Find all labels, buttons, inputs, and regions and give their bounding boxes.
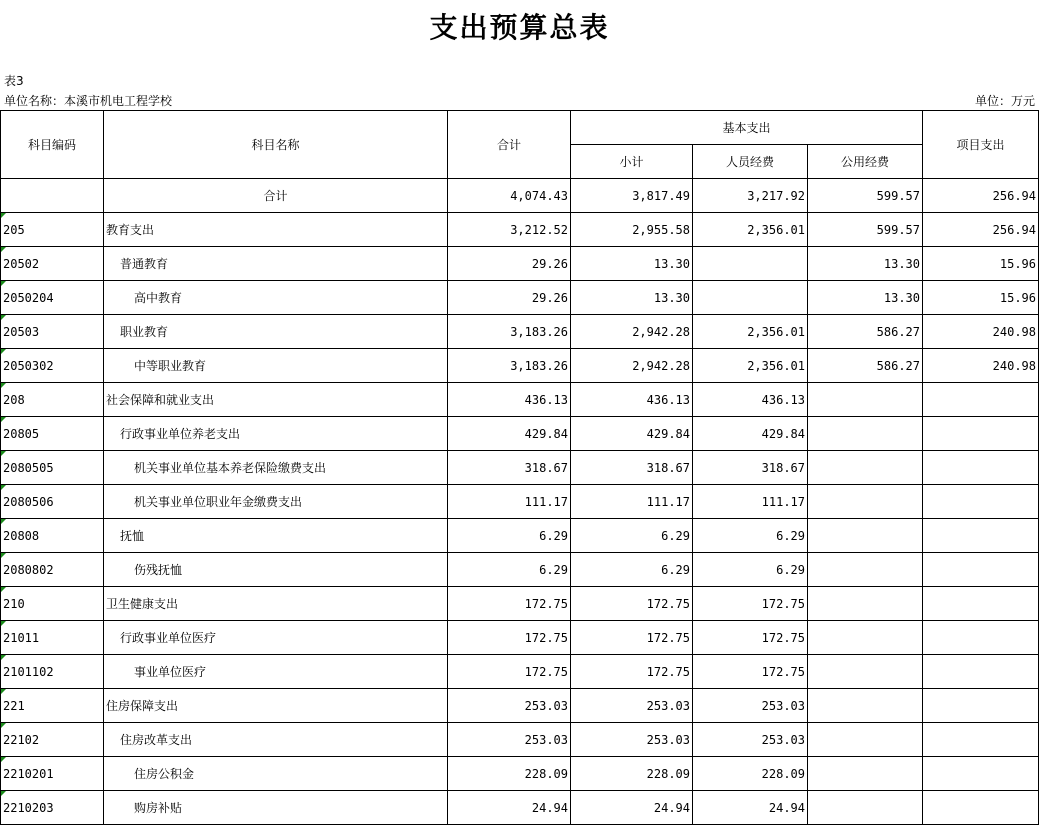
cell-total: 6.29 bbox=[448, 553, 571, 587]
cell-personnel: 228.09 bbox=[693, 757, 808, 791]
cell-total: 24.94 bbox=[448, 791, 571, 825]
cell-project bbox=[923, 553, 1039, 587]
cell-personnel: 24.94 bbox=[693, 791, 808, 825]
cell-public bbox=[808, 383, 923, 417]
cell-personnel: 436.13 bbox=[693, 383, 808, 417]
cell-subtotal: 436.13 bbox=[571, 383, 693, 417]
cell-project bbox=[923, 383, 1039, 417]
cell-marker-icon bbox=[1, 451, 6, 456]
cell-marker-icon bbox=[1, 689, 6, 694]
cell-subtotal: 228.09 bbox=[571, 757, 693, 791]
cell-total: 3,183.26 bbox=[448, 315, 571, 349]
cell-marker-icon bbox=[1, 417, 6, 422]
code-text: 208 bbox=[3, 392, 25, 407]
code-text: 2080505 bbox=[3, 460, 54, 475]
cell-marker-icon bbox=[1, 315, 6, 320]
cell-subtotal: 13.30 bbox=[571, 281, 693, 315]
cell-project bbox=[923, 485, 1039, 519]
code-text: 2101102 bbox=[3, 664, 54, 679]
table-row bbox=[1, 587, 1039, 621]
cell-public bbox=[808, 451, 923, 485]
cell-total: 6.29 bbox=[448, 519, 571, 553]
total-row bbox=[1, 179, 1039, 213]
table-row bbox=[1, 349, 1039, 383]
cell-marker-icon bbox=[1, 485, 6, 490]
table-row bbox=[1, 485, 1039, 519]
cell-code bbox=[1, 621, 104, 655]
cell-subtotal: 172.75 bbox=[571, 655, 693, 689]
cell-personnel: 253.03 bbox=[693, 723, 808, 757]
cell-personnel: 3,217.92 bbox=[693, 179, 808, 213]
code-text: 22102 bbox=[3, 732, 40, 747]
cell-public bbox=[808, 553, 923, 587]
cell-project: 15.96 bbox=[923, 247, 1039, 281]
code-text: 2050302 bbox=[3, 358, 54, 373]
cell-code bbox=[1, 757, 104, 791]
cell-name: 住房保障支出 bbox=[104, 689, 448, 723]
cell-personnel: 429.84 bbox=[693, 417, 808, 451]
cell-project bbox=[923, 791, 1039, 825]
cell-name: 机关事业单位基本养老保险缴费支出 bbox=[104, 451, 448, 485]
cell-project: 256.94 bbox=[923, 179, 1039, 213]
cell-total: 228.09 bbox=[448, 757, 571, 791]
cell-name: 中等职业教育 bbox=[104, 349, 448, 383]
cell-subtotal: 6.29 bbox=[571, 553, 693, 587]
code-text: 20805 bbox=[3, 426, 40, 441]
header-total: 合计 bbox=[448, 111, 571, 179]
unit-label: 单位：万元 bbox=[974, 94, 1035, 108]
cell-public: 586.27 bbox=[808, 349, 923, 383]
cell-name: 社会保障和就业支出 bbox=[104, 383, 448, 417]
table-row bbox=[1, 791, 1039, 825]
page-title: 支出预算总表 bbox=[429, 11, 610, 44]
cell-personnel bbox=[693, 281, 808, 315]
table-row bbox=[1, 451, 1039, 485]
cell-public bbox=[808, 791, 923, 825]
table-row bbox=[1, 315, 1039, 349]
cell-total: 172.75 bbox=[448, 587, 571, 621]
code-text: 2080802 bbox=[3, 562, 54, 577]
code-text: 2210201 bbox=[3, 766, 54, 781]
cell-name: 住房改革支出 bbox=[104, 723, 448, 757]
cell-subtotal: 318.67 bbox=[571, 451, 693, 485]
code-text: 2080506 bbox=[3, 494, 54, 509]
budget-table bbox=[0, 110, 1039, 825]
cell-total: 253.03 bbox=[448, 723, 571, 757]
cell-code bbox=[1, 723, 104, 757]
cell-code bbox=[1, 587, 104, 621]
cell-public: 13.30 bbox=[808, 247, 923, 281]
cell-project bbox=[923, 451, 1039, 485]
code-text: 221 bbox=[3, 698, 25, 713]
cell-name: 职业教育 bbox=[104, 315, 448, 349]
cell-personnel bbox=[693, 247, 808, 281]
cell-name: 购房补贴 bbox=[104, 791, 448, 825]
cell-name: 教育支出 bbox=[104, 213, 448, 247]
cell-personnel: 172.75 bbox=[693, 587, 808, 621]
cell-marker-icon bbox=[1, 349, 6, 354]
cell-name: 高中教育 bbox=[104, 281, 448, 315]
cell-name: 抚恤 bbox=[104, 519, 448, 553]
cell-project: 15.96 bbox=[923, 281, 1039, 315]
cell-subtotal: 253.03 bbox=[571, 689, 693, 723]
cell-public: 599.57 bbox=[808, 213, 923, 247]
cell-subtotal: 172.75 bbox=[571, 587, 693, 621]
table-row bbox=[1, 519, 1039, 553]
cell-total: 111.17 bbox=[448, 485, 571, 519]
cell-total: 3,183.26 bbox=[448, 349, 571, 383]
cell-project: 240.98 bbox=[923, 315, 1039, 349]
header-public: 公用经费 bbox=[808, 145, 923, 179]
cell-name: 伤残抚恤 bbox=[104, 553, 448, 587]
cell-subtotal: 13.30 bbox=[571, 247, 693, 281]
header-project-expenditure: 项目支出 bbox=[923, 111, 1039, 179]
cell-public: 13.30 bbox=[808, 281, 923, 315]
cell-name: 住房公积金 bbox=[104, 757, 448, 791]
cell-total: 4,074.43 bbox=[448, 179, 571, 213]
cell-name: 行政事业单位养老支出 bbox=[104, 417, 448, 451]
cell-project bbox=[923, 689, 1039, 723]
cell-code bbox=[1, 281, 104, 315]
cell-subtotal: 429.84 bbox=[571, 417, 693, 451]
cell-code bbox=[1, 349, 104, 383]
cell-total: 3,212.52 bbox=[448, 213, 571, 247]
cell-marker-icon bbox=[1, 791, 6, 796]
cell-subtotal: 2,955.58 bbox=[571, 213, 693, 247]
cell-project bbox=[923, 723, 1039, 757]
code-text: 20808 bbox=[3, 528, 40, 543]
cell-personnel: 2,356.01 bbox=[693, 213, 808, 247]
cell-code bbox=[1, 247, 104, 281]
cell-name: 卫生健康支出 bbox=[104, 587, 448, 621]
table-row bbox=[1, 417, 1039, 451]
cell-name: 行政事业单位医疗 bbox=[104, 621, 448, 655]
cell-code bbox=[1, 655, 104, 689]
cell-code bbox=[1, 689, 104, 723]
table-row bbox=[1, 553, 1039, 587]
cell-name: 事业单位医疗 bbox=[104, 655, 448, 689]
header-basic-expenditure: 基本支出 bbox=[571, 111, 923, 145]
cell-marker-icon bbox=[1, 621, 6, 626]
cell-public bbox=[808, 417, 923, 451]
cell-personnel: 6.29 bbox=[693, 519, 808, 553]
header-name: 科目名称 bbox=[104, 111, 448, 179]
cell-marker-icon bbox=[1, 757, 6, 762]
cell-subtotal: 2,942.28 bbox=[571, 349, 693, 383]
header-subtotal: 小计 bbox=[571, 145, 693, 179]
cell-marker-icon bbox=[1, 587, 6, 592]
cell-public bbox=[808, 757, 923, 791]
cell-total: 429.84 bbox=[448, 417, 571, 451]
cell-project: 256.94 bbox=[923, 213, 1039, 247]
cell-personnel: 111.17 bbox=[693, 485, 808, 519]
cell-personnel: 2,356.01 bbox=[693, 349, 808, 383]
cell-public bbox=[808, 689, 923, 723]
cell-total: 436.13 bbox=[448, 383, 571, 417]
cell-marker-icon bbox=[1, 247, 6, 252]
cell-personnel: 172.75 bbox=[693, 621, 808, 655]
cell-marker-icon bbox=[1, 519, 6, 524]
cell-name: 普通教育 bbox=[104, 247, 448, 281]
cell-marker-icon bbox=[1, 553, 6, 558]
cell-public bbox=[808, 485, 923, 519]
cell-subtotal: 2,942.28 bbox=[571, 315, 693, 349]
code-text: 210 bbox=[3, 596, 25, 611]
cell-code bbox=[1, 519, 104, 553]
code-text: 20502 bbox=[3, 256, 40, 271]
cell-name: 合计 bbox=[104, 179, 448, 213]
cell-code bbox=[1, 553, 104, 587]
cell-code bbox=[1, 383, 104, 417]
cell-personnel: 253.03 bbox=[693, 689, 808, 723]
cell-code bbox=[1, 315, 104, 349]
table-row bbox=[1, 621, 1039, 655]
cell-code bbox=[1, 417, 104, 451]
cell-total: 172.75 bbox=[448, 655, 571, 689]
cell-marker-icon bbox=[1, 281, 6, 286]
code-text: 205 bbox=[3, 222, 25, 237]
cell-name: 机关事业单位职业年金缴费支出 bbox=[104, 485, 448, 519]
table-row bbox=[1, 247, 1039, 281]
cell-code bbox=[1, 485, 104, 519]
cell-subtotal: 24.94 bbox=[571, 791, 693, 825]
cell-project bbox=[923, 621, 1039, 655]
table-row bbox=[1, 689, 1039, 723]
cell-subtotal: 111.17 bbox=[571, 485, 693, 519]
cell-project bbox=[923, 655, 1039, 689]
header-code: 科目编码 bbox=[1, 111, 104, 179]
cell-public: 586.27 bbox=[808, 315, 923, 349]
cell-subtotal: 172.75 bbox=[571, 621, 693, 655]
cell-public bbox=[808, 621, 923, 655]
cell-personnel: 172.75 bbox=[693, 655, 808, 689]
cell-public bbox=[808, 519, 923, 553]
cell-marker-icon bbox=[1, 655, 6, 660]
cell-total: 318.67 bbox=[448, 451, 571, 485]
code-text: 2050204 bbox=[3, 290, 54, 305]
cell-project bbox=[923, 757, 1039, 791]
table-row bbox=[1, 757, 1039, 791]
code-text: 20503 bbox=[3, 324, 40, 339]
cell-code bbox=[1, 451, 104, 485]
cell-total: 253.03 bbox=[448, 689, 571, 723]
cell-marker-icon bbox=[1, 213, 6, 218]
code-text: 21011 bbox=[3, 630, 40, 645]
cell-public bbox=[808, 723, 923, 757]
cell-subtotal: 3,817.49 bbox=[571, 179, 693, 213]
table-row bbox=[1, 213, 1039, 247]
table-row bbox=[1, 281, 1039, 315]
code-text: 2210203 bbox=[3, 800, 54, 815]
header-personnel: 人员经费 bbox=[693, 145, 808, 179]
cell-subtotal: 6.29 bbox=[571, 519, 693, 553]
cell-code bbox=[1, 791, 104, 825]
table-row bbox=[1, 383, 1039, 417]
cell-total: 29.26 bbox=[448, 247, 571, 281]
table-row bbox=[1, 723, 1039, 757]
cell-personnel: 318.67 bbox=[693, 451, 808, 485]
cell-total: 172.75 bbox=[448, 621, 571, 655]
table-number: 表3 bbox=[4, 74, 24, 88]
cell-project bbox=[923, 587, 1039, 621]
cell-project bbox=[923, 417, 1039, 451]
cell-subtotal: 253.03 bbox=[571, 723, 693, 757]
cell-marker-icon bbox=[1, 723, 6, 728]
cell-marker-icon bbox=[1, 383, 6, 388]
cell-personnel: 6.29 bbox=[693, 553, 808, 587]
organization-name: 单位名称：本溪市机电工程学校 bbox=[4, 94, 173, 108]
cell-public bbox=[808, 587, 923, 621]
cell-total: 29.26 bbox=[448, 281, 571, 315]
cell-project bbox=[923, 519, 1039, 553]
table-row bbox=[1, 655, 1039, 689]
cell-personnel: 2,356.01 bbox=[693, 315, 808, 349]
cell-public: 599.57 bbox=[808, 179, 923, 213]
cell-project: 240.98 bbox=[923, 349, 1039, 383]
cell-code bbox=[1, 179, 104, 213]
cell-code bbox=[1, 213, 104, 247]
cell-public bbox=[808, 655, 923, 689]
